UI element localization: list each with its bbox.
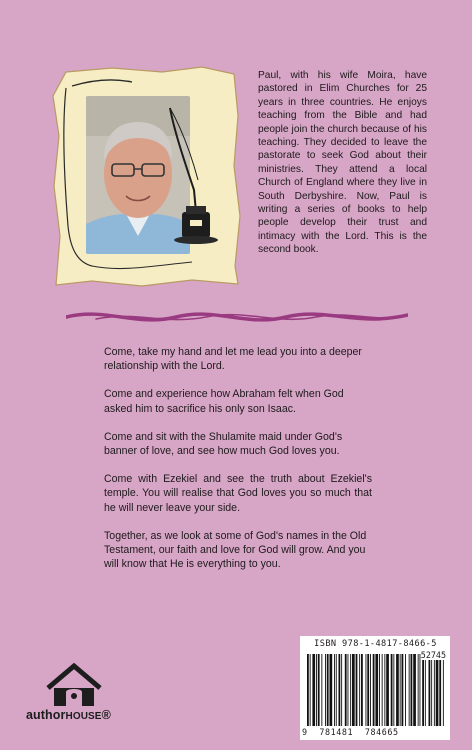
- barcode-bar: [348, 654, 349, 726]
- barcode-bar: [409, 654, 410, 726]
- ean-first-digit: 9: [302, 727, 308, 737]
- blurb-paragraph-4: Come with Ezekiel and see the truth about Ezekiel's temple. You will realise that God loves you so much that he will never leave your side.: [104, 473, 372, 514]
- barcode-bar: [367, 654, 369, 726]
- ean-digits: [302, 727, 448, 737]
- barcode-bar: [379, 654, 380, 726]
- ean-right-group: 784665: [364, 727, 399, 737]
- barcode-bar: [400, 654, 401, 726]
- author-bio: Paul, with his wife Moira, have pastored in Elim Churches for 25 years in three countries. He enjoys teaching from the Bible and had people join the church because of his teaching. They decided to leave the pastorate to seek God about their ministries. They attend a local Church of England where they live in South Derbyshire. Now, Paul is writing a series of books to help people develop their trust and intimacy with the Lord. This is the second book.: [258, 70, 427, 256]
- barcode-bar: [316, 654, 317, 726]
- barcode-bar: [396, 654, 399, 726]
- publisher-name-author: author: [26, 708, 66, 722]
- barcode-bar: [402, 654, 404, 726]
- isbn-number: ISBN 978-1-4817-8466-5: [314, 639, 437, 649]
- barcode-bar: [405, 654, 406, 726]
- barcode-bar: [443, 654, 444, 726]
- barcode-bar: [327, 654, 329, 726]
- barcode-bar: [370, 654, 371, 726]
- barcode-bar: [336, 654, 337, 726]
- barcode-bar: [318, 654, 320, 726]
- book-blurb: [104, 345, 372, 585]
- barcode-bar: [382, 654, 383, 726]
- barcode-bar: [310, 654, 311, 726]
- isbn-text: [304, 639, 447, 649]
- barcode-bar: [391, 654, 393, 726]
- barcode-bar: [418, 654, 419, 726]
- barcode-bar: [330, 654, 333, 726]
- barcode-bar: [312, 654, 315, 726]
- blurb-paragraph-2: Come and experience how Abraham felt when God asked him to sacrifice his only son Isaac.: [104, 388, 344, 415]
- price-code: 52745: [420, 650, 446, 660]
- barcode-bar: [361, 654, 363, 726]
- barcode-bar: [413, 654, 416, 726]
- barcode-bar: [420, 654, 421, 726]
- barcode-bar: [375, 654, 378, 726]
- ean-left-group: 781481: [319, 727, 354, 737]
- barcode-bar: [393, 654, 394, 726]
- barcode-bar: [422, 654, 424, 726]
- publisher-name-house: HOUSE: [65, 711, 102, 722]
- barcode-bar: [350, 654, 351, 726]
- barcode-bar: [373, 654, 375, 726]
- barcode-bar: [384, 654, 385, 726]
- barcode-bar: [359, 654, 360, 726]
- quill-inkwell-icon: [160, 100, 232, 250]
- isbn-barcode: [300, 636, 450, 740]
- barcode-bars: [303, 654, 447, 726]
- registered-mark: ®: [101, 708, 111, 722]
- barcode-bar: [434, 654, 435, 726]
- barcode-bar: [334, 654, 335, 726]
- barcode-bar: [366, 654, 367, 726]
- barcode-bar: [429, 654, 431, 726]
- barcode-bar: [386, 654, 389, 726]
- barcode-bar: [325, 654, 326, 726]
- blurb-paragraph-5: Together, as we look at some of God's names in the Old Testament, our faith and love for God will grow. And you will know that He is everything to you.: [104, 529, 367, 571]
- barcode-bar: [341, 654, 342, 726]
- barcode-bar: [436, 654, 439, 726]
- decorative-divider: [66, 305, 408, 329]
- barcode-bar: [411, 654, 413, 726]
- barcode-bar: [321, 654, 322, 726]
- barcode-bar: [352, 654, 355, 726]
- blurb-paragraph-3: Come and sit with the Shulamite maid under God's banner of love, and see how much God loves you.: [104, 430, 343, 458]
- barcode-bar: [431, 654, 432, 726]
- blurb-paragraph-1: Come, take my hand and let me lead you into a deeper relationship with the Lord.: [104, 346, 362, 373]
- barcode-bar: [339, 654, 341, 726]
- barcode-bar: [439, 654, 441, 726]
- barcode-bar: [345, 654, 347, 726]
- barcode-bar: [356, 654, 358, 726]
- barcode-bar: [307, 654, 309, 726]
- barcode-bar: [425, 654, 426, 726]
- publisher-name: [26, 708, 111, 722]
